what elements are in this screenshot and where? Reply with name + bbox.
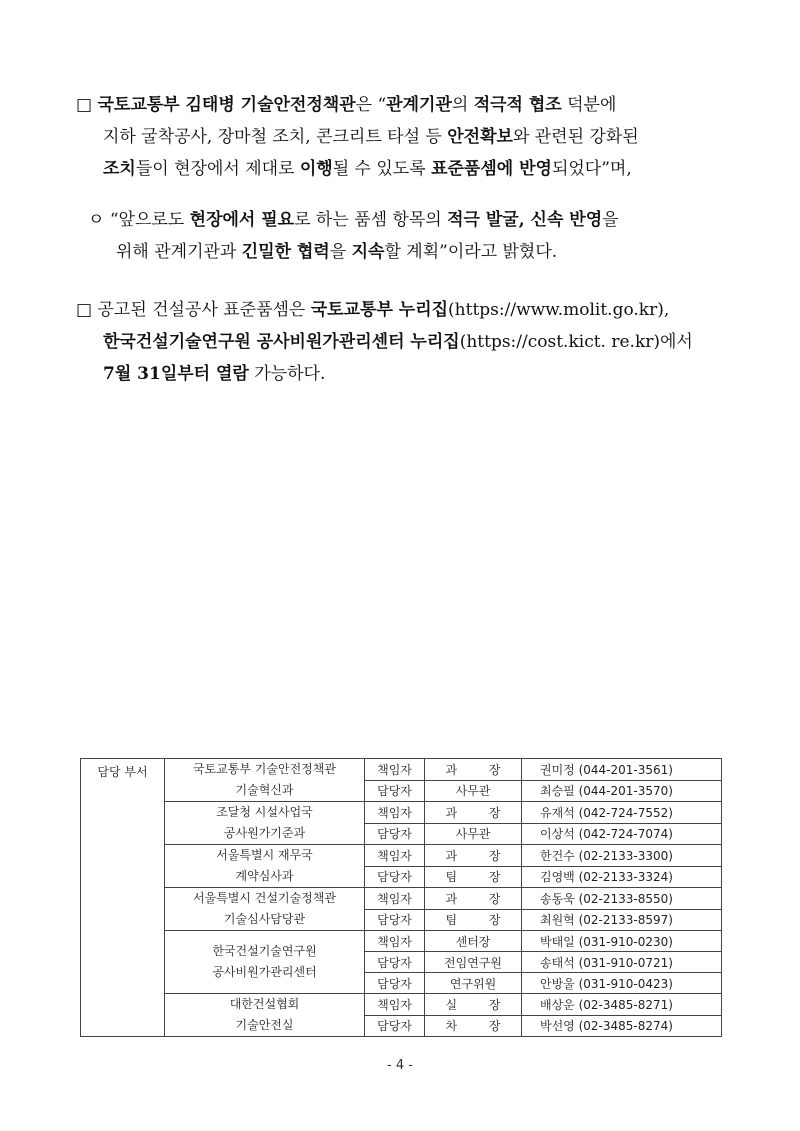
org-cell: [165, 759, 365, 802]
table-row: [81, 759, 722, 781]
role-cell: 담당자: [365, 973, 425, 994]
position-text: 팀 장: [445, 870, 515, 885]
position-cell: 사무관: [425, 823, 522, 845]
emphasis: 관계기관: [386, 95, 452, 115]
org-cell: [165, 931, 365, 994]
role-cell: 담당자: [365, 866, 425, 888]
org-name: 한국건설기술연구원: [212, 944, 317, 958]
position-text: 과 장: [445, 762, 515, 777]
person-cell: 이상석 (042-724-7074): [522, 823, 722, 845]
role-cell: 책임자: [365, 931, 425, 952]
emphasis: 조치: [103, 159, 136, 179]
org-name: 대한건설협회: [229, 997, 300, 1011]
person-cell: 배상운 (02-3485-8271): [522, 994, 722, 1016]
position-cell: 전임연구원: [425, 952, 522, 973]
position-text: 실 장: [445, 997, 515, 1012]
text: 덕분에: [561, 95, 617, 115]
paragraph-1-line-3: [103, 159, 632, 179]
text: 을: [602, 210, 619, 230]
emphasis: 적극적 협조: [473, 95, 562, 115]
text: 의: [451, 95, 474, 115]
table-row: [81, 845, 722, 867]
role-cell: 담당자: [365, 909, 425, 931]
org-cell: [165, 888, 365, 931]
text: 될 수 있도록: [332, 159, 432, 179]
org-name: 서울특별시 재무국: [216, 848, 313, 862]
table-row: [81, 888, 722, 910]
emphasis: 국토교통부 누리집: [310, 300, 449, 320]
table-row: [81, 802, 722, 824]
text: 위해 관계기관과: [116, 242, 242, 262]
position-text: 과 장: [445, 848, 515, 863]
position-cell: 센터장: [425, 931, 522, 952]
role-cell: 담당자: [365, 952, 425, 973]
org-cell: [165, 845, 365, 888]
role-cell: 책임자: [365, 802, 425, 824]
text: “앞으로도: [109, 210, 190, 230]
org-name: 서울특별시 건설기술정책관: [193, 891, 336, 905]
emphasis: 현장에서 필요: [189, 210, 295, 230]
text: 할 계획”이라고 밝혔다.: [384, 242, 558, 262]
text: 들이 현장에서 제대로: [135, 159, 300, 179]
emphasis: 7월 31일부터 열람: [103, 364, 249, 384]
paragraph-2-line-1: [88, 210, 619, 230]
person-cell: 권미정 (044-201-3561): [522, 759, 722, 781]
person-cell: 최승필 (044-201-3570): [522, 780, 722, 802]
text: 되었다”며,: [551, 159, 632, 179]
position-text: 과 장: [445, 891, 515, 906]
paragraph-3-line-3: [103, 364, 325, 384]
org-name: 조달청 시설사업국: [216, 805, 313, 819]
person-cell: 박선영 (02-3485-8274): [522, 1015, 722, 1037]
org-name: 국토교통부 기술안전정책관: [193, 762, 336, 776]
role-cell: 책임자: [365, 888, 425, 910]
org-cell: [165, 994, 365, 1037]
text: 은 “: [355, 95, 387, 115]
paragraph-2-line-2: [116, 242, 557, 262]
text: 을: [329, 242, 352, 262]
contact-table: [80, 758, 722, 1037]
position-cell: [425, 994, 522, 1016]
checkbox-bullet: □: [76, 95, 93, 115]
emphasis: 지속: [351, 242, 385, 262]
org-division: 기술혁신과: [235, 783, 294, 797]
emphasis: 국토교통부 김태병 기술안전정책관: [97, 95, 356, 115]
person-cell: 송태석 (031-910-0721): [522, 952, 722, 973]
role-cell: 책임자: [365, 994, 425, 1016]
emphasis: 긴밀한 협력: [241, 242, 330, 262]
org-cell: [165, 802, 365, 845]
person-cell: 최원혁 (02-2133-8597): [522, 909, 722, 931]
paragraph-1-line-2: [103, 127, 639, 147]
person-cell: 박태일 (031-910-0230): [522, 931, 722, 952]
person-cell: 유재석 (042-724-7552): [522, 802, 722, 824]
text: 가능하다.: [248, 364, 326, 384]
position-cell: 사무관: [425, 780, 522, 802]
checkbox-bullet: □: [76, 300, 93, 320]
table-row: [81, 931, 722, 952]
emphasis: 이행: [299, 159, 333, 179]
role-cell: 책임자: [365, 845, 425, 867]
position-text: 과 장: [445, 805, 515, 820]
position-cell: [425, 888, 522, 910]
paragraph-1-line-1: [76, 95, 616, 115]
position-cell: [425, 866, 522, 888]
page-number: - 4 -: [387, 1058, 413, 1073]
org-division: 기술안전실: [235, 1018, 294, 1032]
org-division: 공사비원가관리센터: [212, 965, 317, 979]
role-cell: 담당자: [365, 780, 425, 802]
position-cell: [425, 759, 522, 781]
org-division: 기술심사담당관: [223, 912, 306, 926]
role-cell: 책임자: [365, 759, 425, 781]
role-cell: 담당자: [365, 823, 425, 845]
emphasis: 한국건설기술연구원 공사비원가관리센터 누리집: [103, 332, 460, 352]
position-cell: [425, 845, 522, 867]
position-cell: [425, 909, 522, 931]
text: 지하 굴착공사, 장마철 조치, 콘크리트 타설 등: [103, 127, 448, 147]
text: 공고된 건설공사 표준품셈은: [97, 300, 311, 320]
emphasis: 적극 발굴, 신속 반영: [447, 210, 603, 230]
position-cell: 연구위원: [425, 973, 522, 994]
emphasis: 표준품셈에 반영: [431, 159, 552, 179]
role-cell: 담당자: [365, 1015, 425, 1037]
position-text: 차 장: [445, 1019, 515, 1034]
circle-bullet: ㅇ: [88, 210, 105, 230]
text: 로 하는 품셈 항목의: [294, 210, 448, 230]
url-text: (https://www.molit.go.kr),: [448, 300, 670, 320]
person-cell: 한건수 (02-2133-3300): [522, 845, 722, 867]
position-text: 팀 장: [445, 913, 515, 928]
position-cell: [425, 1015, 522, 1037]
person-cell: 송동욱 (02-2133-8550): [522, 888, 722, 910]
url-text: (https://cost.kict. re.kr)에서: [459, 332, 693, 352]
org-division: 계약심사과: [235, 869, 294, 883]
emphasis: 안전확보: [447, 127, 513, 147]
person-cell: 안방울 (031-910-0423): [522, 973, 722, 994]
table-row: [81, 994, 722, 1016]
position-cell: [425, 802, 522, 824]
paragraph-3-line-1: [76, 300, 669, 320]
paragraph-3-line-2: [103, 332, 693, 352]
person-cell: 김영백 (02-2133-3324): [522, 866, 722, 888]
text: 와 관련된 강화된: [512, 127, 639, 147]
org-division: 공사원가기준과: [223, 826, 306, 840]
dept-header-cell: 담당 부서: [81, 759, 165, 1037]
